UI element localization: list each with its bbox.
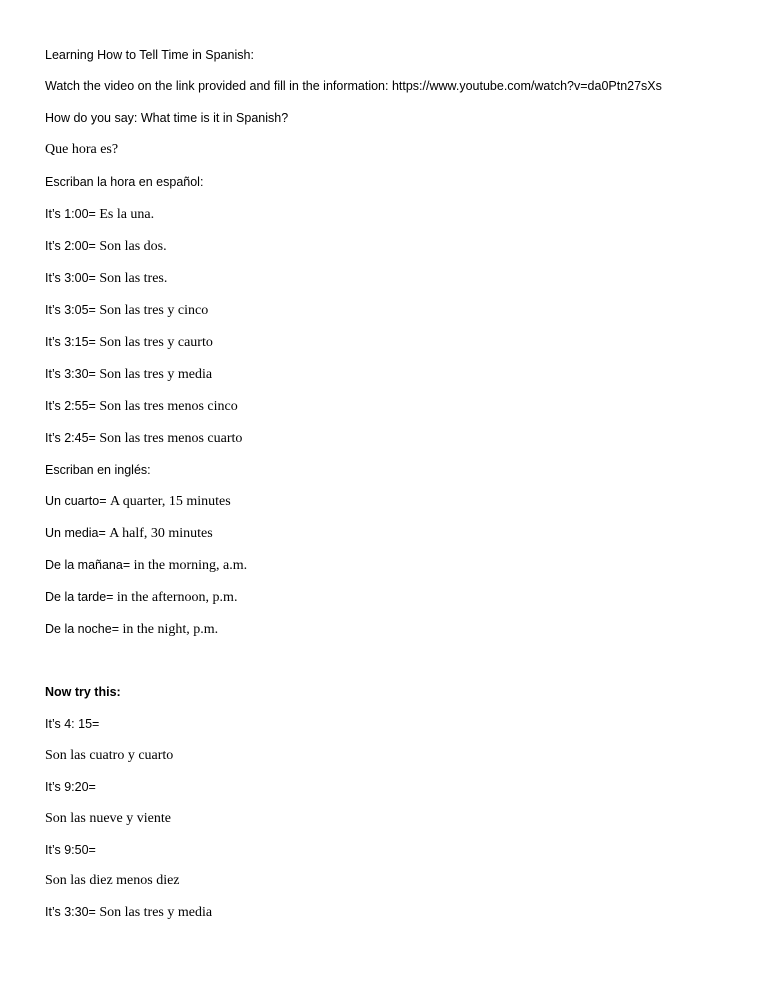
time-entry-prompt: It’s 1:00= <box>45 207 100 221</box>
final-entry <box>45 903 212 922</box>
final-entry-answer: Son las tres y media <box>99 905 213 920</box>
practice-prompt: It’s 9:20= <box>45 780 96 794</box>
practice-answer: Son las nueve y viente <box>45 811 171 826</box>
vocab-entry-prompt: Un media= <box>45 526 110 540</box>
practice-answer: Son las diez menos diez <box>45 873 180 888</box>
time-entry-prompt: It’s 3:15= <box>45 335 100 349</box>
vocab-entry <box>45 588 237 607</box>
time-entry-answer: Es la una. <box>99 207 155 222</box>
vocab-entry <box>45 620 218 639</box>
final-entry-prompt: It’s 3:30= <box>45 905 100 919</box>
vocab-entry-prompt: De la mañana= <box>45 558 134 572</box>
time-entry <box>45 397 238 416</box>
time-entry-prompt: It’s 3:05= <box>45 303 100 317</box>
vocab-entry-prompt: Un cuarto= <box>45 494 110 508</box>
vocab-entry-prompt: De la tarde= <box>45 590 117 604</box>
vocab-entry <box>45 556 247 575</box>
time-entry-prompt: It’s 3:30= <box>45 367 100 381</box>
document-title: Learning How to Tell Time in Spanish: <box>45 48 254 62</box>
time-entry-prompt: It’s 3:00= <box>45 271 100 285</box>
time-entry <box>45 237 167 256</box>
time-entry-answer: Son las dos. <box>99 239 167 254</box>
vocab-entry-answer: in the night, p.m. <box>122 622 219 637</box>
vocab-entry-answer: A half, 30 minutes <box>109 526 213 541</box>
time-entry-prompt: It’s 2:45= <box>45 431 100 445</box>
vocab-entry-answer: in the morning, a.m. <box>133 558 248 573</box>
time-entry-prompt: It’s 2:00= <box>45 239 100 253</box>
time-entry <box>45 365 212 384</box>
instructions-text: Watch the video on the link provided and fill in the information: https://www.youtube.com/watch?v=da0Ptn27sXs <box>45 79 662 93</box>
question-answer: Que hora es? <box>45 142 119 157</box>
time-entry-answer: Son las tres menos cinco <box>99 399 238 414</box>
time-entry <box>45 301 208 320</box>
vocab-entry-prompt: De la noche= <box>45 622 123 636</box>
practice-prompt: It’s 4: 15= <box>45 717 100 731</box>
time-entry-prompt: It’s 2:55= <box>45 399 100 413</box>
time-entry-answer: Son las tres y media <box>99 367 213 382</box>
section-heading-english: Escriban en inglés: <box>45 463 151 477</box>
vocab-entry-answer: A quarter, 15 minutes <box>109 494 231 509</box>
vocab-entry-answer: in the afternoon, p.m. <box>116 590 238 605</box>
question-text: How do you say: What time is it in Spanish? <box>45 111 289 125</box>
vocab-entry <box>45 492 231 511</box>
time-entry-answer: Son las tres. <box>99 271 168 286</box>
section-heading-spanish: Escriban la hora en español: <box>45 175 204 189</box>
practice-answer: Son las cuatro y cuarto <box>45 748 174 763</box>
time-entry <box>45 429 242 448</box>
time-entry <box>45 269 167 288</box>
time-entry-answer: Son las tres menos cuarto <box>99 431 243 446</box>
practice-prompt: It’s 9:50= <box>45 843 96 857</box>
time-entry-answer: Son las tres y cinco <box>99 303 209 318</box>
time-entry <box>45 205 154 224</box>
practice-heading: Now try this: <box>45 685 121 699</box>
time-entry <box>45 333 213 352</box>
vocab-entry <box>45 524 213 543</box>
time-entry-answer: Son las tres y caurto <box>99 335 213 350</box>
